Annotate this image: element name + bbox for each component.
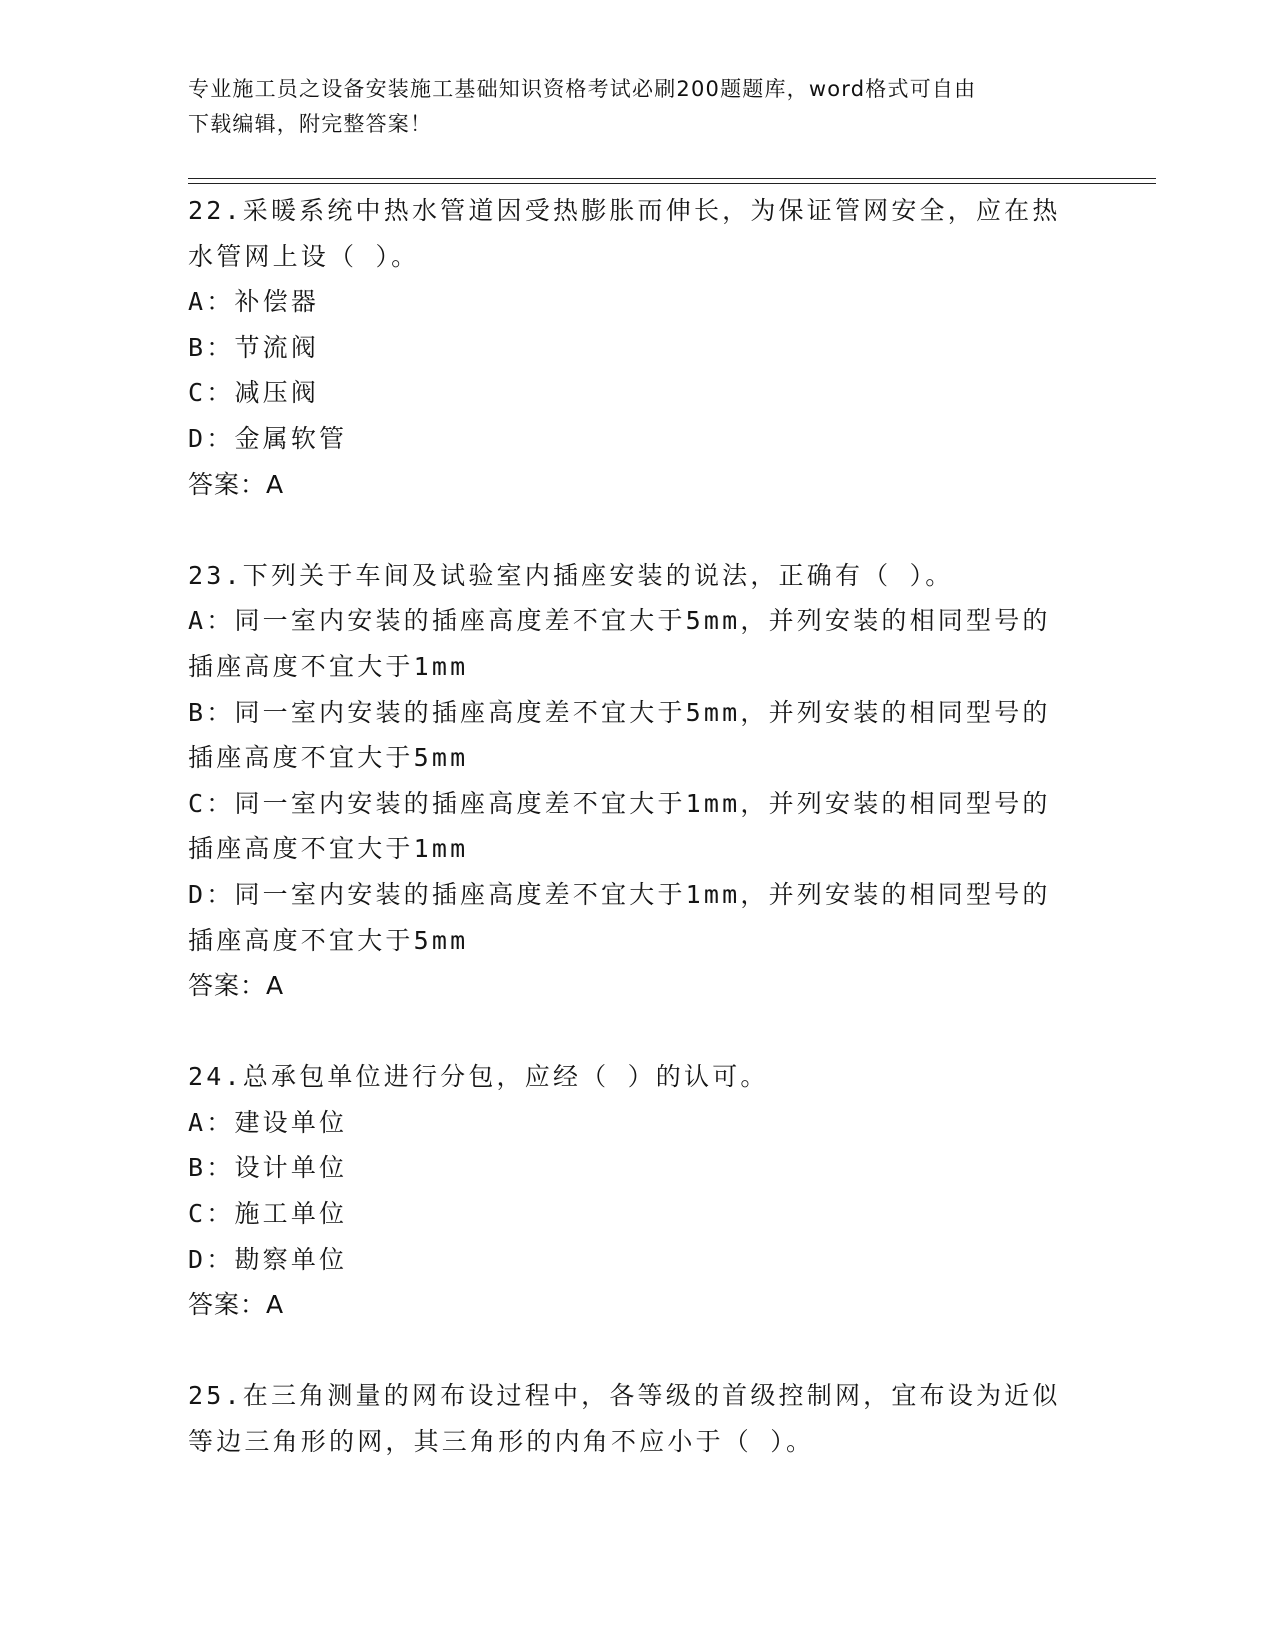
question-spacer	[188, 1009, 1088, 1055]
answer-key: 答案：A	[188, 1290, 285, 1320]
document-header	[188, 72, 1088, 142]
question-list	[188, 188, 1088, 1465]
question-block	[188, 1054, 1088, 1328]
answer-key: 答案：A	[188, 469, 285, 499]
answer-option: A：补偿器	[188, 287, 320, 317]
header-line-1: 专业施工员之设备安装施工基础知识资格考试必刷200题题库，word格式可自由	[188, 77, 977, 101]
answer-option: A：同一室内安装的插座高度差不宜大于5mm，并列安装的相同型号的	[188, 606, 1051, 636]
question-block	[188, 1373, 1088, 1464]
answer-option: B：同一室内安装的插座高度差不宜大于5mm，并列安装的相同型号的	[188, 697, 1051, 727]
answer-option: 插座高度不宜大于1mm	[188, 834, 469, 864]
question-stem-line: 25.在三角测量的网布设过程中，各等级的首级控制网，宜布设为近似	[188, 1381, 1061, 1411]
header-rule-bottom	[188, 183, 1156, 184]
question-stem-line: 24.总承包单位进行分包，应经（ ）的认可。	[188, 1062, 769, 1092]
answer-option: D：勘察单位	[188, 1244, 348, 1274]
answer-option: 插座高度不宜大于5mm	[188, 743, 469, 773]
answer-option: B：设计单位	[188, 1153, 348, 1183]
answer-key: 答案：A	[188, 971, 285, 1001]
answer-option: C：施工单位	[188, 1199, 348, 1229]
answer-option: 插座高度不宜大于1mm	[188, 651, 469, 681]
answer-option: D：金属软管	[188, 423, 348, 453]
header-rule-top	[188, 178, 1156, 179]
question-block	[188, 553, 1088, 1009]
question-stem-line: 23.下列关于车间及试验室内插座安装的说法，正确有（ ）。	[188, 560, 954, 590]
answer-option: 插座高度不宜大于5mm	[188, 925, 469, 955]
question-spacer	[188, 1328, 1088, 1374]
header-line-2: 下载编辑，附完整答案！	[188, 112, 433, 136]
question-spacer	[188, 507, 1088, 553]
answer-option: B：节流阀	[188, 332, 320, 362]
answer-option: C：同一室内安装的插座高度差不宜大于1mm，并列安装的相同型号的	[188, 788, 1051, 818]
answer-option: D：同一室内安装的插座高度差不宜大于1mm，并列安装的相同型号的	[188, 879, 1051, 909]
answer-option: C：减压阀	[188, 378, 320, 408]
question-stem-line: 22.采暖系统中热水管道因受热膨胀而伸长，为保证管网安全，应在热	[188, 196, 1061, 225]
question-block	[188, 188, 1088, 507]
question-stem-line: 水管网上设（ ）。	[188, 241, 420, 271]
question-stem-line: 等边三角形的网，其三角形的内角不应小于（ ）。	[188, 1427, 815, 1457]
answer-option: A：建设单位	[188, 1107, 348, 1137]
